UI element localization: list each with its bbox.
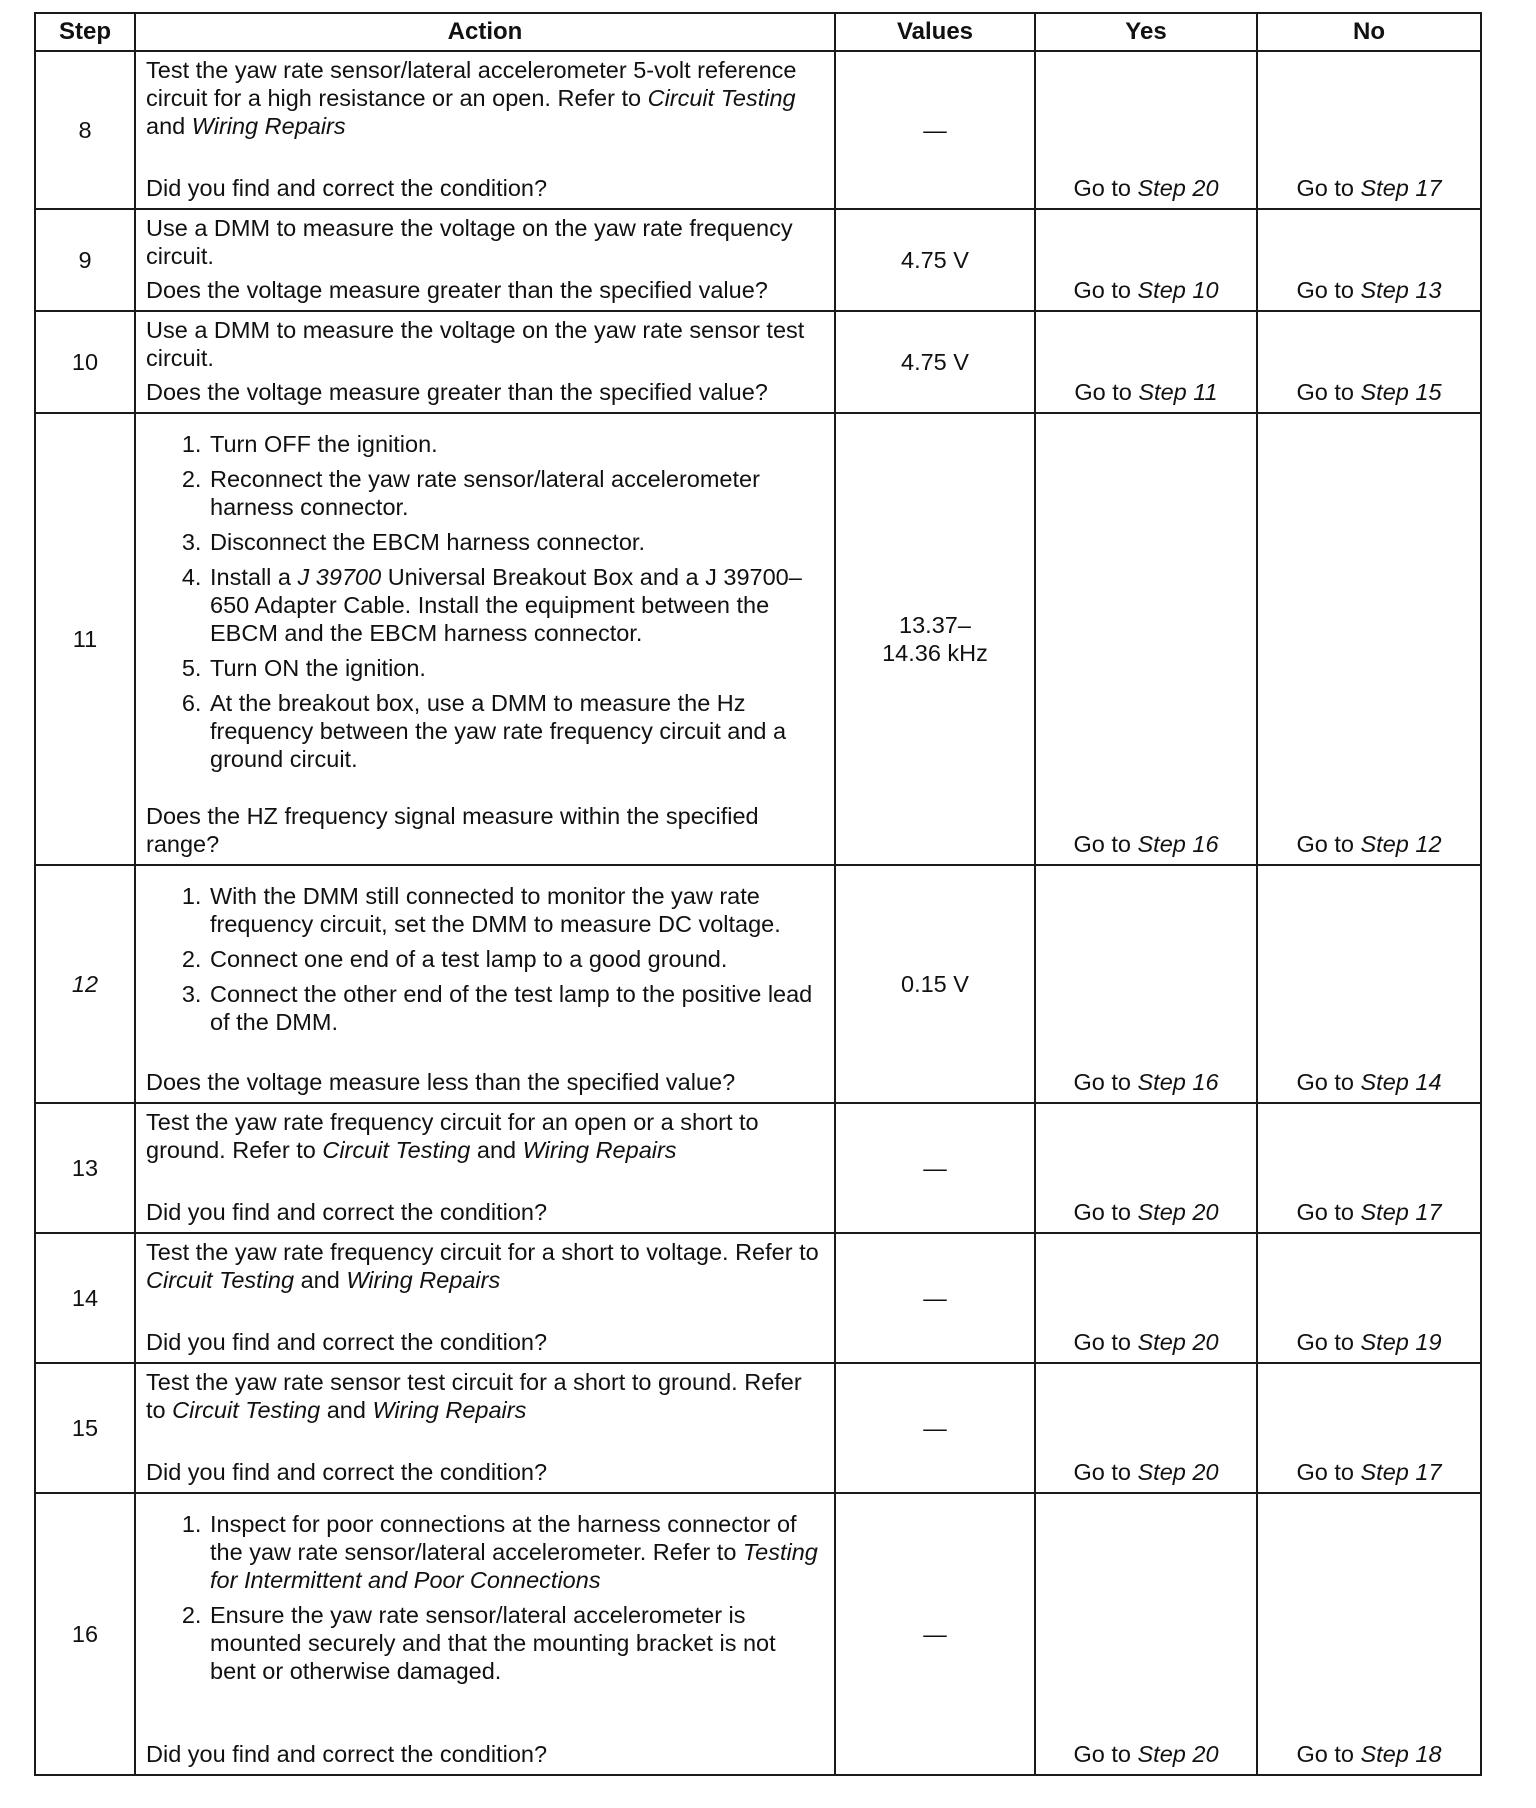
- no-cell: Go to Step 19: [1257, 1233, 1481, 1363]
- list-item: 5. Turn ON the ignition.: [208, 654, 824, 682]
- action-cell: [135, 865, 835, 1103]
- table-row: [35, 1103, 1481, 1233]
- action-question: Did you find and correct the condition?: [146, 1459, 548, 1485]
- yes-cell: Go to Step 16: [1035, 865, 1257, 1103]
- action-cell: [135, 413, 835, 865]
- no-cell: Go to Step 18: [1257, 1493, 1481, 1775]
- value-cell: —: [835, 1363, 1035, 1493]
- action-cell: [135, 1233, 835, 1363]
- action-question: Did you find and correct the condition?: [146, 1741, 548, 1767]
- value-cell: —: [835, 1233, 1035, 1363]
- action-question: Does the voltage measure less than the specified value?: [146, 1069, 736, 1095]
- list-item: 3. Disconnect the EBCM harness connector.: [208, 528, 824, 556]
- action-steps-list: [146, 430, 824, 780]
- list-item: 4. Install a J 39700 Universal Breakout Box and a J 39700–650 Adapter Cable. Install the equipment between the EBCM and the EBCM harness connector.: [208, 563, 824, 647]
- list-item: 3. Connect the other end of the test lamp to the positive lead of the DMM.: [208, 980, 824, 1036]
- action-cell: [135, 311, 835, 413]
- diagnostic-table: [34, 12, 1482, 1776]
- yes-cell: Go to Step 20: [1035, 1233, 1257, 1363]
- table-row: [35, 209, 1481, 311]
- header-yes: Yes: [1035, 13, 1257, 51]
- list-item: 1. Turn OFF the ignition.: [208, 430, 824, 458]
- step-number: 12: [35, 865, 135, 1103]
- table-row: [35, 865, 1481, 1103]
- step-number: 10: [35, 311, 135, 413]
- action-instruction: Test the yaw rate sensor test circuit for a short to ground. Refer to Circuit Testing and Wiring Repairs: [146, 1369, 802, 1423]
- action-question: Did you find and correct the condition?: [146, 1199, 548, 1225]
- table-row: [35, 311, 1481, 413]
- value-cell: 4.75 V: [835, 311, 1035, 413]
- list-item: 1. Inspect for poor connections at the harness connector of the yaw rate sensor/lateral accelerometer. Refer to Testing for Intermittent and Poor Connections: [208, 1510, 824, 1594]
- header-action: Action: [135, 13, 835, 51]
- action-instruction: Test the yaw rate frequency circuit for an open or a short to ground. Refer to Circuit Testing and Wiring Repairs: [146, 1109, 759, 1163]
- no-cell: Go to Step 14: [1257, 865, 1481, 1103]
- action-steps-list: [146, 882, 824, 1043]
- no-cell: Go to Step 17: [1257, 1103, 1481, 1233]
- action-instruction: Test the yaw rate sensor/lateral accelerometer 5-volt reference circuit for a high resistance or an open. Refer to Circuit Testing and Wiring Repairs: [146, 57, 797, 139]
- value-cell: 4.75 V: [835, 209, 1035, 311]
- no-cell: Go to Step 15: [1257, 311, 1481, 413]
- no-cell: Go to Step 13: [1257, 209, 1481, 311]
- value-cell: —: [835, 1493, 1035, 1775]
- step-number: 14: [35, 1233, 135, 1363]
- action-steps-list: [146, 1510, 824, 1692]
- yes-cell: Go to Step 11: [1035, 311, 1257, 413]
- list-item: 2. Ensure the yaw rate sensor/lateral accelerometer is mounted securely and that the mounting bracket is not bent or otherwise damaged.: [208, 1601, 824, 1685]
- step-number: 13: [35, 1103, 135, 1233]
- yes-cell: Go to Step 20: [1035, 1103, 1257, 1233]
- value-cell: 0.15 V: [835, 865, 1035, 1103]
- yes-cell: Go to Step 16: [1035, 413, 1257, 865]
- list-item: 6. At the breakout box, use a DMM to measure the Hz frequency between the yaw rate frequency circuit and a ground circuit.: [208, 689, 824, 773]
- action-question: Does the HZ frequency signal measure within the specified range?: [146, 803, 759, 857]
- no-cell: Go to Step 12: [1257, 413, 1481, 865]
- table-row: [35, 1233, 1481, 1363]
- list-item: 2. Connect one end of a test lamp to a good ground.: [208, 945, 824, 973]
- no-cell: Go to Step 17: [1257, 1363, 1481, 1493]
- step-number: 16: [35, 1493, 135, 1775]
- action-question: Did you find and correct the condition?: [146, 175, 548, 201]
- action-cell: [135, 1493, 835, 1775]
- step-number: 15: [35, 1363, 135, 1493]
- list-item: 1. With the DMM still connected to monitor the yaw rate frequency circuit, set the DMM to measure DC voltage.: [208, 882, 824, 938]
- value-cell: —: [835, 51, 1035, 209]
- table-row: [35, 413, 1481, 865]
- header-no: No: [1257, 13, 1481, 51]
- header-row: [35, 13, 1481, 51]
- yes-cell: Go to Step 20: [1035, 1363, 1257, 1493]
- yes-cell: Go to Step 10: [1035, 209, 1257, 311]
- action-cell: [135, 209, 835, 311]
- yes-cell: Go to Step 20: [1035, 1493, 1257, 1775]
- table-row: [35, 51, 1481, 209]
- value-cell: —: [835, 1103, 1035, 1233]
- action-cell: [135, 1363, 835, 1493]
- action-instruction: Test the yaw rate frequency circuit for a short to voltage. Refer to Circuit Testing and Wiring Repairs: [146, 1239, 819, 1293]
- action-instruction: Use a DMM to measure the voltage on the yaw rate sensor test circuit.: [146, 317, 805, 371]
- header-step: Step: [35, 13, 135, 51]
- yes-cell: Go to Step 20: [1035, 51, 1257, 209]
- step-number: 9: [35, 209, 135, 311]
- action-question: Did you find and correct the condition?: [146, 1329, 548, 1355]
- action-question: Does the voltage measure greater than the specified value?: [146, 277, 768, 303]
- action-cell: [135, 51, 835, 209]
- header-values: Values: [835, 13, 1035, 51]
- table-row: [35, 1363, 1481, 1493]
- table-row: [35, 1493, 1481, 1775]
- step-number: 8: [35, 51, 135, 209]
- action-cell: [135, 1103, 835, 1233]
- list-item: 2. Reconnect the yaw rate sensor/lateral accelerometer harness connector.: [208, 465, 824, 521]
- step-number: 11: [35, 413, 135, 865]
- action-instruction: Use a DMM to measure the voltage on the yaw rate frequency circuit.: [146, 215, 793, 269]
- value-cell: 13.37– 14.36 kHz: [835, 413, 1035, 865]
- action-question: Does the voltage measure greater than the specified value?: [146, 379, 768, 405]
- no-cell: Go to Step 17: [1257, 51, 1481, 209]
